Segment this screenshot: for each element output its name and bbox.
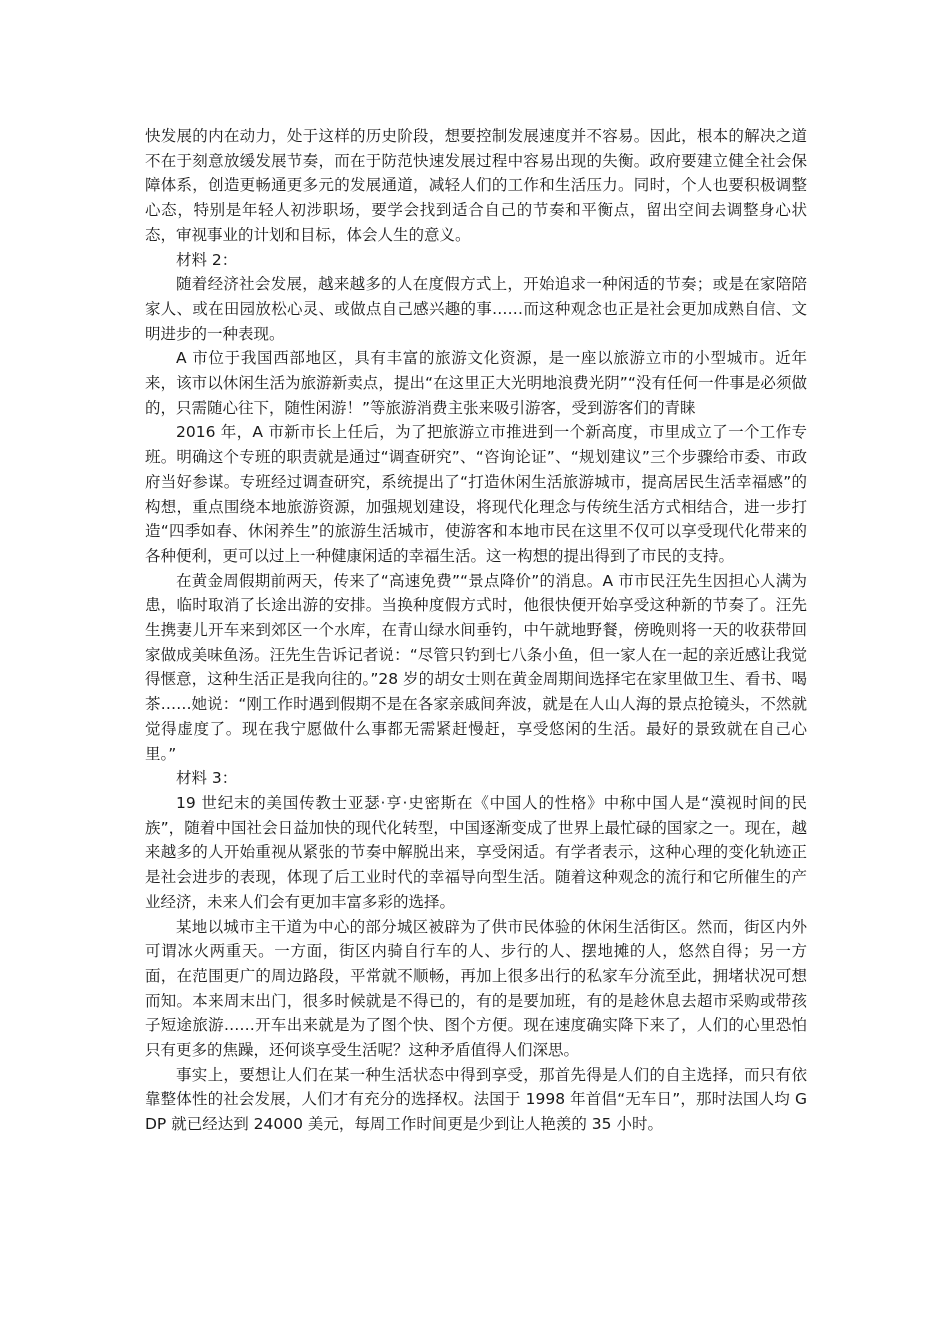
paragraph: 事实上，要想让人们在某一种生活状态中得到享受，那首先得是人们的自主选择，而只有依靠整体性的社会发展，人们才有充分的选择权。法国于 1998 年首倡“无车日”，那时法国人均 GDP 就已经达到 24000 美元，每周工作时间更是少到让人艳羡的 35 小时。 <box>145 1065 807 1134</box>
paragraph: 某地以城市主干道为中心的部分城区被辟为了供市民体验的休闲生活街区。然而，街区内外可谓冰火两重天。一方面，街区内骑自行车的人、步行的人、摆地摊的人，悠然自得；另一方面，在范围更广的周边路段，平常就不顺畅，再加上很多出行的私家车分流至此，拥堵状况可想而知。本来周末出门，很多时候就是不得已的，有的是要加班，有的是趁休息去超市采购或带孩子短途旅游……开车出来就是为了图个快、图个方便。现在速度确实降下来了，人们的心里恐怕只有更多的焦躁，还何谈享受生活呢？这种矛盾值得人们深思。 <box>145 917 807 1060</box>
paragraph: 随着经济社会发展，越来越多的人在度假方式上，开始追求一种闲适的节奏；或是在家陪陪家人、或在田园放松心灵、或做点自己感兴趣的事……而这种观念也正是社会更加成熟自信、文明进步的一种表现。 <box>145 275 807 343</box>
material-3-heading: 材料 3： <box>176 769 238 788</box>
paragraph: A 市位于我国西部地区，具有丰富的旅游文化资源，是一座以旅游立市的小型城市。近年来，该市以休闲生活为旅游新卖点，提出“在这里正大光明地浪费光阴”“没有任何一件事是必须做的，只需随心往下，随性闲游！”等旅游消费主张来吸引游客，受到游客们的青睐 <box>145 349 807 417</box>
paragraph: 19 世纪末的美国传教士亚瑟·亨·史密斯在《中国人的性格》中称中国人是“漠视时间的民族”，随着中国社会日益加快的现代化转型，中国逐渐变成了世界上最忙碌的国家之一。现在，越来越多的人开始重视从紧张的节奏中解脱出来，享受闲适。有学者表示，这种心理的变化轨迹正是社会进步的表现，体现了后工业时代的幸福导向型生活。随着这种观念的流行和它所催生的产业经济，未来人们会有更加丰富多彩的选择。 <box>145 793 807 911</box>
material-2-heading: 材料 2： <box>176 250 238 269</box>
paragraph-continuation: 快发展的内在动力，处于这样的历史阶段，想要控制发展速度并不容易。因此，根本的解决之道不在于刻意放缓发展节奏，而在于防范快速发展过程中容易出现的失衡。政府要建立健全社会保障体系，创造更畅通更多元的发展通道，减轻人们的工作和生活压力。同时，个人也要积极调整心态，特别是年轻人初涉职场，要学会找到适合自己的节奏和平衡点，留出空间去调整身心状态，审视事业的计划和目标，体会人生的意义。 <box>145 127 807 244</box>
paragraph: 2016 年，A 市新市长上任后，为了把旅游立市推进到一个新高度，市里成立了一个工作专班。明确这个专班的职责就是通过“调查研究”、“咨询论证”、“规划建议”三个步骤给市委、市政府当好参谋。专班经过调查研究，系统提出了“打造休闲生活旅游城市，提高居民生活幸福感”的构想，重点围绕本地旅游资源，加强规划建设，将现代化理念与传统生活方式相结合，进一步打造“四季如春、休闲养生”的旅游生活城市，使游客和本地市民在这里不仅可以享受现代化带来的各种便利，更可以过上一种健康闲适的幸福生活。这一构想的提出得到了市民的支持。 <box>145 423 807 565</box>
paragraph: 在黄金周假期前两天，传来了“高速免费”“景点降价”的消息。A 市市民汪先生因担心人满为患，临时取消了长途出游的安排。当换种度假方式时，他很快便开始享受这种新的节奏了。汪先生携妻儿开车来到郊区一个水库，在青山绿水间垂钓，中午就地野餐，傍晚则将一天的收获带回家做成美味鱼汤。汪先生告诉记者说：“尽管只钓到七八条小鱼，但一家人在一起的亲近感让我觉得惬意，这种生活正是我向往的。”28 岁的胡女士则在黄金周期间选择宅在家里做卫生、看书、喝茶……她说：“刚工作时遇到假期不是在各家亲戚间奔波，就是在人山人海的景点抢镜头，不然就觉得虚度了。现在我宁愿做什么事都无需紧赶慢赶，享受悠闲的生活。最好的景致就在自己心里。” <box>145 571 807 763</box>
document-body <box>145 124 807 1137</box>
